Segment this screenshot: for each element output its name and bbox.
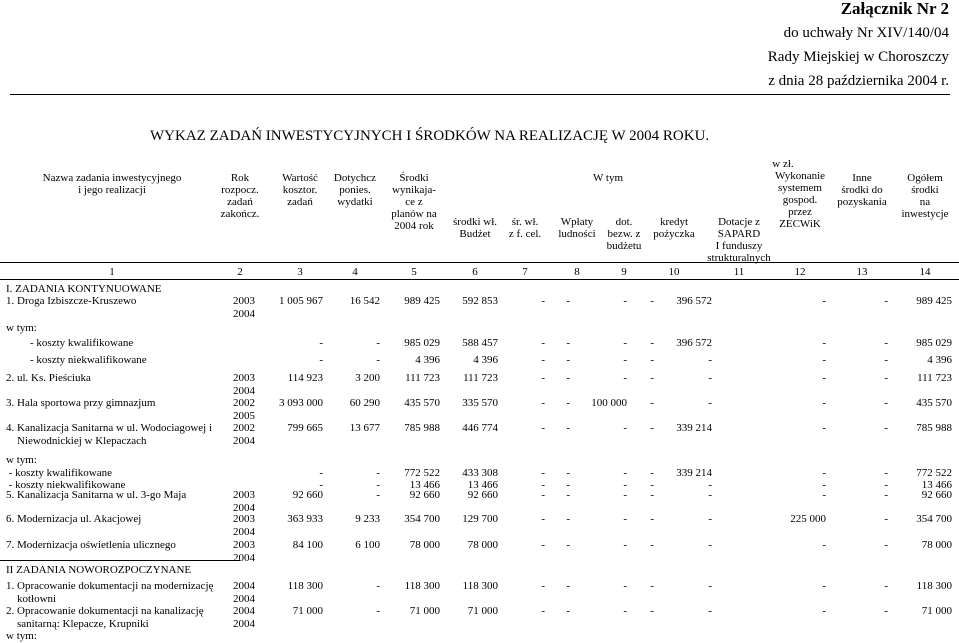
row-value: -: [566, 580, 570, 592]
row-label: - koszty niekwalifikowane: [30, 354, 147, 366]
row-value: -: [376, 580, 380, 592]
row-value: -: [822, 605, 826, 617]
row-years: 2002 2004: [233, 422, 255, 447]
row-value: 3 200: [355, 372, 380, 384]
row-value: 989 425: [404, 295, 440, 307]
row-value: -: [884, 489, 888, 501]
row-value: 4 396: [415, 354, 440, 366]
row-value: -: [822, 372, 826, 384]
col-number-8: 8: [574, 266, 580, 278]
row-value: 111 723: [463, 372, 498, 384]
row-years: 2003 2004: [233, 539, 255, 564]
row-value: -: [376, 337, 380, 349]
council-name: Rady Miejskiej w Choroszczy: [767, 49, 949, 65]
col-header-spent: Dotychcz ponies. wydatki: [333, 172, 377, 208]
row-value: -: [822, 489, 826, 501]
row-label: 6. Modernizacja ul. Akacjowej: [6, 513, 142, 525]
row-value: 9 233: [355, 513, 380, 525]
col-number-9: 9: [621, 266, 627, 278]
row-value: -: [884, 580, 888, 592]
row-value: 396 572: [676, 337, 712, 349]
row-value: -: [650, 354, 654, 366]
col-number-2: 2: [237, 266, 243, 278]
row-value: -: [884, 513, 888, 525]
row-value: 92 660: [292, 489, 323, 501]
row-value: 71 000: [467, 605, 498, 617]
row-label: 2. ul. Ks. Pieściuka: [6, 372, 91, 384]
row-value: 225 000: [790, 513, 826, 525]
row-label: 2. Opracowanie dokumentacji na kanalizację sanitarną: Klepacze, Krupniki: [6, 605, 204, 630]
row-value: -: [708, 539, 712, 551]
row-value: 785 988: [404, 422, 440, 434]
row-value: -: [822, 354, 826, 366]
row-value: -: [623, 513, 627, 525]
row-value: 335 570: [462, 397, 498, 409]
row-value: -: [708, 372, 712, 384]
row-value: -: [650, 337, 654, 349]
row-value: 339 214: [676, 422, 712, 434]
row-value: 118 300: [287, 580, 323, 592]
row-value: 363 933: [287, 513, 323, 525]
row-value: -: [623, 295, 627, 307]
col-number-7: 7: [522, 266, 528, 278]
row-value: 78 000: [467, 539, 498, 551]
row-label: 3. Hala sportowa przy gimnazjum: [6, 397, 156, 409]
row-value: -: [650, 372, 654, 384]
row-value: - -: [566, 466, 570, 491]
col-number-3: 3: [297, 266, 303, 278]
row-value: 4 396: [927, 354, 952, 366]
row-value: -: [884, 354, 888, 366]
row-value: -: [623, 539, 627, 551]
row-value: 114 923: [287, 372, 323, 384]
row-value: 71 000: [409, 605, 440, 617]
row-label: I. ZADANIA KONTYNUOWANE: [6, 283, 162, 295]
row-value: 129 700: [462, 513, 498, 525]
row-value: 118 300: [404, 580, 440, 592]
row-value: 354 700: [404, 513, 440, 525]
row-value: -: [708, 489, 712, 501]
row-value: 84 100: [292, 539, 323, 551]
row-value: - -: [884, 466, 888, 491]
row-value: -: [650, 422, 654, 434]
col-header-years: Rok rozpocz. zadań zakończ.: [220, 172, 260, 220]
row-value: -: [650, 605, 654, 617]
col-header-total: Ogółem środki na inwestycje: [901, 172, 949, 220]
row-value: 989 425: [916, 295, 952, 307]
row-value: -: [319, 337, 323, 349]
row-value: -: [541, 354, 545, 366]
row-value: -: [822, 539, 826, 551]
col-number-11: 11: [733, 266, 745, 278]
row-value: -: [541, 539, 545, 551]
row-value: -: [566, 372, 570, 384]
row-value: 78 000: [409, 539, 440, 551]
row-value: -: [822, 397, 826, 409]
col-number-5: 5: [411, 266, 417, 278]
row-value: 772 522 13 466: [916, 466, 952, 491]
row-years: 2004 2004: [233, 580, 255, 605]
row-years: 2003 2004: [233, 513, 255, 538]
row-value: 785 988: [916, 422, 952, 434]
col-header-payments: Wpłaty ludności: [558, 216, 596, 240]
col-number-4: 4: [352, 266, 358, 278]
row-value: 985 029: [404, 337, 440, 349]
row-value: 118 300: [916, 580, 952, 592]
col-number-6: 6: [472, 266, 478, 278]
row-value: 433 308 13 466: [462, 466, 498, 491]
row-value: -: [566, 422, 570, 434]
row-value: 92 660: [409, 489, 440, 501]
row-value: -: [541, 580, 545, 592]
row-value: 396 572: [676, 295, 712, 307]
row-value: -: [376, 605, 380, 617]
document-title: WYKAZ ZADAŃ INWESTYCYJNYCH I ŚRODKÓW NA REALIZACJĘ W 2004 ROKU.: [150, 128, 710, 144]
header-divider: [10, 94, 950, 95]
col-header-budget: środki wł. Budżet: [453, 216, 497, 240]
row-value: -: [376, 354, 380, 366]
row-value: -: [541, 295, 545, 307]
row-value: 13 677: [349, 422, 380, 434]
row-value: -: [884, 397, 888, 409]
col-header-wtym: W tym: [592, 172, 624, 184]
col-header-planned: Środki wynikaja- ce z planów na 2004 rok: [391, 172, 437, 232]
row-value: -: [566, 354, 570, 366]
row-value: -: [650, 580, 654, 592]
row-label: w tym:: [6, 322, 37, 334]
row-value: 78 000: [921, 539, 952, 551]
row-value: 4 396: [473, 354, 498, 366]
resolution-date: z dnia 28 października 2004 r.: [768, 73, 949, 89]
row-value: -: [541, 337, 545, 349]
row-value: -: [650, 513, 654, 525]
row-value: 118 300: [462, 580, 498, 592]
row-value: -: [541, 513, 545, 525]
row-value: 111 723: [405, 372, 440, 384]
row-value: 354 700: [916, 513, 952, 525]
row-label: 1. Droga Izbiszcze-Kruszewo: [6, 295, 137, 307]
row-label: 7. Modernizacja oświetlenia ulicznego: [6, 539, 176, 551]
row-value: 446 774: [462, 422, 498, 434]
row-value: 71 000: [292, 605, 323, 617]
row-value: -: [623, 489, 627, 501]
row-value: -: [566, 605, 570, 617]
row-value: - -: [650, 466, 654, 491]
col-header-sapard: Dotacje z SAPARD I funduszy strukturalnych: [707, 216, 771, 264]
row-value: 6 100: [355, 539, 380, 551]
col-header-value: Wartość kosztor. zadań: [282, 172, 318, 208]
row-value: 100 000: [591, 397, 627, 409]
row-value: -: [566, 397, 570, 409]
row-value: 985 029: [916, 337, 952, 349]
col-header-name: Nazwa zadania inwestycyjnego i jego realizacji: [42, 172, 182, 196]
row-years: 2004 2004: [233, 605, 255, 630]
row-value: -: [708, 605, 712, 617]
row-value: -: [566, 489, 570, 501]
row-value: -: [623, 422, 627, 434]
row-value: - -: [376, 466, 380, 491]
column-number-rule: [0, 279, 959, 280]
row-value: 3 093 000: [279, 397, 323, 409]
row-value: -: [650, 295, 654, 307]
row-value: -: [884, 372, 888, 384]
row-value: 60 290: [349, 397, 380, 409]
col-number-1: 1: [109, 266, 115, 278]
row-value: -: [541, 422, 545, 434]
currency-note: w zł.: [772, 158, 794, 170]
row-value: - -: [541, 466, 545, 491]
row-value: 92 660: [467, 489, 498, 501]
attachment-number: Załącznik Nr 2: [840, 0, 949, 18]
row-label: w tym: - koszty kwalifikowane - koszty niekwalifikowane: [6, 454, 126, 491]
row-value: 111 723: [917, 372, 952, 384]
row-value: -: [650, 489, 654, 501]
row-value: - -: [623, 466, 627, 491]
row-value: 339 214 -: [676, 466, 712, 491]
row-value: -: [376, 489, 380, 501]
row-label: 4. Kanalizacja Sanitarna w ul. Wodociagowej i Niewodnickiej w Klepaczach: [6, 422, 213, 447]
row-value: -: [319, 354, 323, 366]
row-value: -: [822, 422, 826, 434]
row-value: -: [650, 539, 654, 551]
row-value: 772 522 13 466: [404, 466, 440, 491]
row-value: -: [541, 605, 545, 617]
row-value: 71 000: [921, 605, 952, 617]
row-value: -: [884, 295, 888, 307]
row-value: 435 570: [916, 397, 952, 409]
row-label: w tym:: [6, 630, 37, 642]
row-value: -: [884, 422, 888, 434]
header-bottom-rule: [0, 262, 959, 263]
row-value: 16 542: [349, 295, 380, 307]
section-rule: [0, 560, 240, 561]
col-number-12: 12: [794, 266, 806, 278]
row-years: 2002 2005: [233, 397, 255, 422]
row-label: - koszty kwalifikowane: [30, 337, 134, 349]
row-value: -: [884, 605, 888, 617]
col-header-subsidy: dot. bezw. z budżetu: [606, 216, 642, 252]
row-value: -: [708, 397, 712, 409]
row-value: -: [623, 354, 627, 366]
row-label: 1. Opracowanie dokumentacji na modernizację kotłowni: [6, 580, 214, 605]
col-number-10: 10: [668, 266, 680, 278]
row-value: -: [650, 397, 654, 409]
col-header-zecwik: Wykonanie systemem gospod. przez ZECWiK: [774, 170, 826, 230]
row-value: -: [708, 513, 712, 525]
row-value: -: [822, 580, 826, 592]
row-value: -: [822, 337, 826, 349]
row-value: -: [623, 580, 627, 592]
row-value: -: [566, 539, 570, 551]
row-years: 2003 2004: [233, 489, 255, 514]
row-value: 435 570: [404, 397, 440, 409]
row-value: -: [708, 354, 712, 366]
row-value: -: [541, 489, 545, 501]
col-number-13: 13: [856, 266, 868, 278]
row-value: 92 660: [921, 489, 952, 501]
row-value: -: [884, 539, 888, 551]
col-number-14: 14: [919, 266, 931, 278]
row-value: -: [623, 337, 627, 349]
row-value: 799 665: [287, 422, 323, 434]
row-years: 2003 2004: [233, 295, 255, 320]
row-value: -: [623, 372, 627, 384]
col-header-other: Inne środki do pozyskania: [837, 172, 887, 208]
row-value: - -: [319, 466, 323, 491]
col-header-funds: śr. wł. z f. cel.: [508, 216, 542, 240]
col-header-credit: kredyt pożyczka: [653, 216, 695, 240]
row-value: -: [822, 295, 826, 307]
row-value: -: [566, 337, 570, 349]
row-value: - -: [822, 466, 826, 491]
row-value: 592 853: [462, 295, 498, 307]
row-value: -: [566, 513, 570, 525]
row-value: 1 005 967: [279, 295, 323, 307]
row-value: -: [708, 580, 712, 592]
resolution-number: do uchwały Nr XIV/140/04: [783, 25, 949, 41]
row-value: -: [541, 397, 545, 409]
row-label: II ZADANIA NOWOROZPOCZYNANE: [6, 564, 192, 576]
row-value: -: [541, 372, 545, 384]
row-value: -: [566, 295, 570, 307]
row-years: 2003 2004: [233, 372, 255, 397]
row-value: 588 457: [462, 337, 498, 349]
row-value: -: [623, 605, 627, 617]
row-label: 5. Kanalizacja Sanitarna w ul. 3-go Maja: [6, 489, 187, 501]
row-value: -: [884, 337, 888, 349]
